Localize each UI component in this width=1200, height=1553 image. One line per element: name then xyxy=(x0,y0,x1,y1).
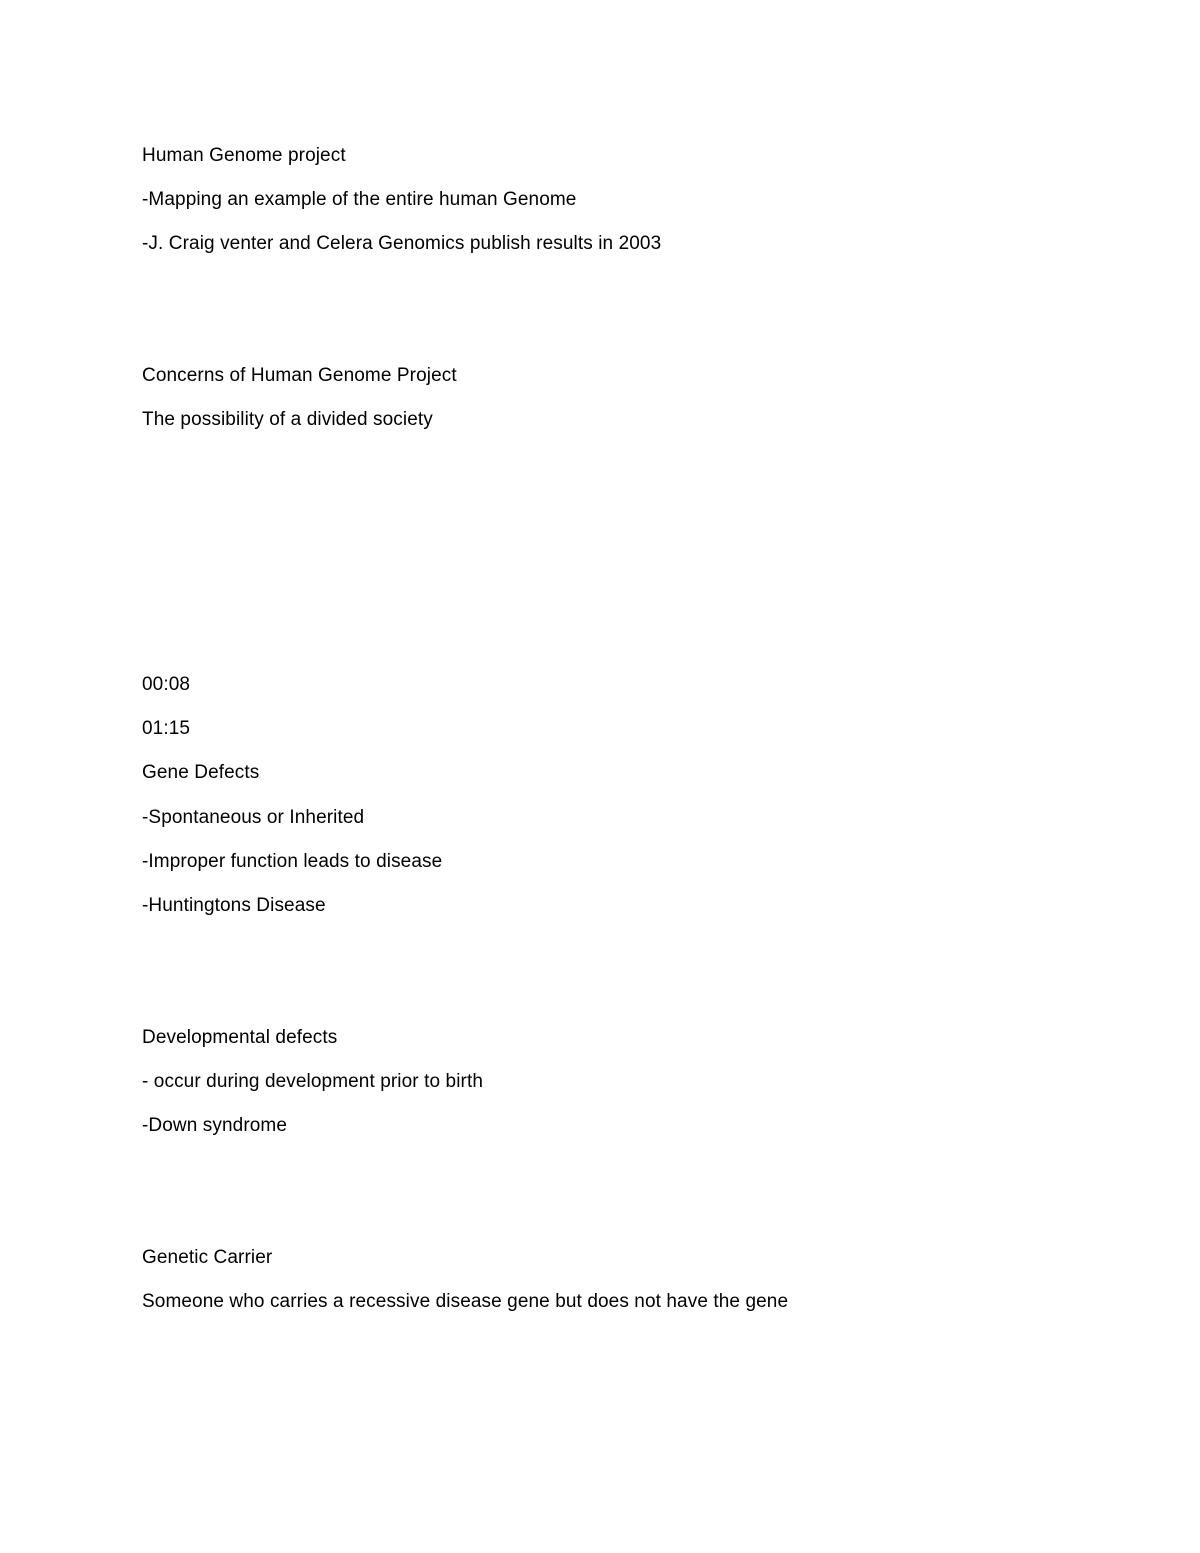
heading-concerns: Concerns of Human Genome Project xyxy=(142,365,457,386)
text-line: Someone who carries a recessive disease gene but does not have the gene xyxy=(142,1291,789,1312)
timestamp: 01:15 xyxy=(142,718,191,739)
text-line: -Huntingtons Disease xyxy=(142,895,326,916)
text-line: -Spontaneous or Inherited xyxy=(142,807,365,828)
heading-human-genome-project: Human Genome project xyxy=(142,145,346,166)
text-line: -Down syndrome xyxy=(142,1115,288,1136)
text-line: The possibility of a divided society xyxy=(142,409,433,430)
text-line: -Improper function leads to disease xyxy=(142,851,443,872)
timestamp: 00:08 xyxy=(142,674,191,695)
heading-gene-defects: Gene Defects xyxy=(142,762,260,783)
heading-developmental-defects: Developmental defects xyxy=(142,1027,338,1048)
text-line: - occur during development prior to birth xyxy=(142,1071,483,1092)
heading-genetic-carrier: Genetic Carrier xyxy=(142,1247,273,1268)
text-line: -Mapping an example of the entire human Genome xyxy=(142,189,577,210)
text-line: -J. Craig venter and Celera Genomics publish results in 2003 xyxy=(142,233,662,254)
